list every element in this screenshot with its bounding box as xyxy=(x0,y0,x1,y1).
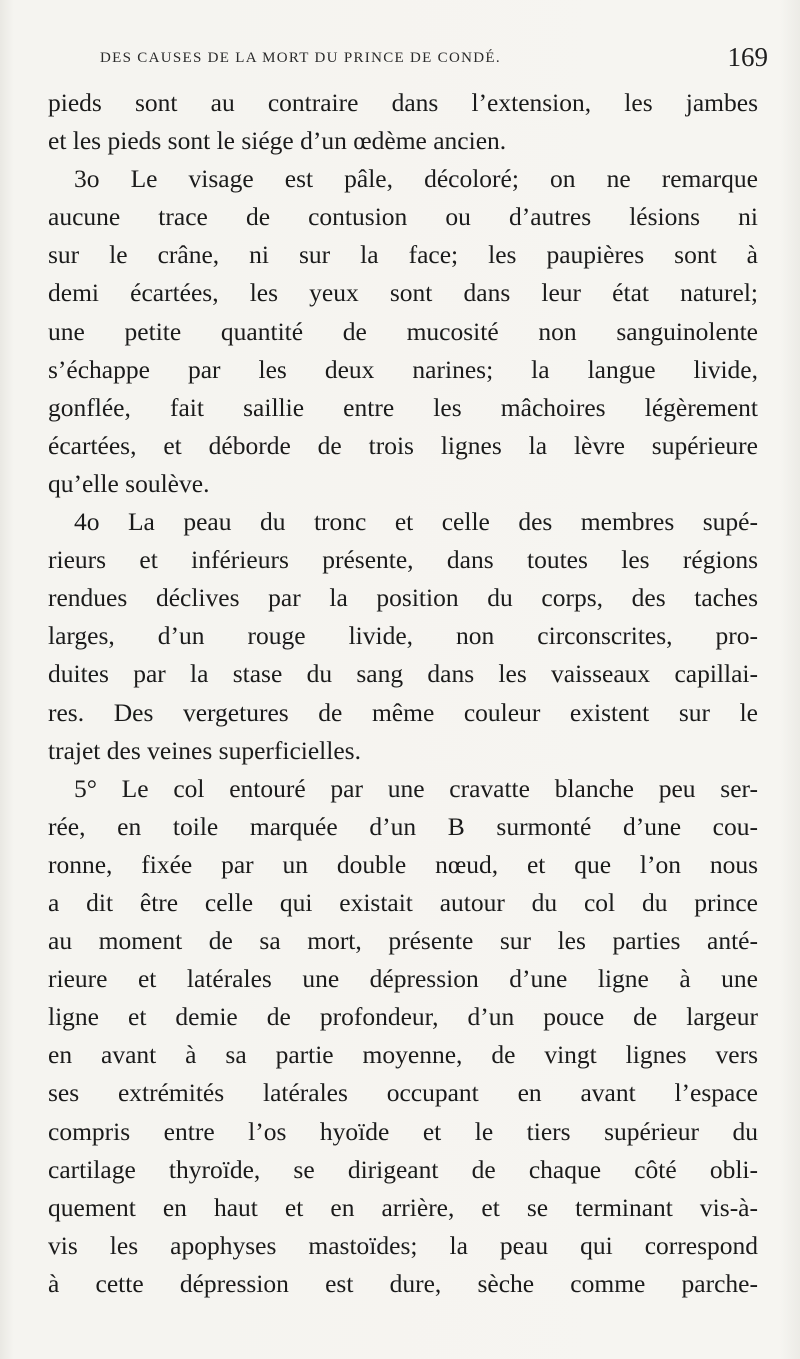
text-line: trajet des veines superficielles. xyxy=(48,735,361,765)
text-line: aucune trace de contusion ou d’autres lésions ni xyxy=(48,202,758,232)
text-line: larges, d’un rouge livide, non circonscrites, pro- xyxy=(48,621,758,651)
text-line: et les pieds sont le siége d’un œdème ancien. xyxy=(48,126,507,156)
text-line: une petite quantité de mucosité non sanguinolente xyxy=(48,316,758,346)
text-line: à cette dépression est dure, sèche comme parche- xyxy=(48,1268,758,1298)
text-line: rendues déclives par la position du corps, des taches xyxy=(48,583,758,613)
text-line: compris entre l’os hyoïde et le tiers supérieur du xyxy=(48,1116,758,1146)
text-line: duites par la stase du sang dans les vaisseaux capillai- xyxy=(48,659,758,689)
text-line: 4o La peau du tronc et celle des membres supé- xyxy=(74,507,758,537)
text-line: 3o Le visage est pâle, décoloré; on ne remarque xyxy=(74,164,758,194)
text-line: s’échappe par les deux narines; la langue livide, xyxy=(48,354,758,384)
text-line: vis les apophyses mastoïdes; la peau qui correspond xyxy=(48,1230,758,1260)
running-head: DES CAUSES DE LA MORT DU PRINCE DE CONDÉ. xyxy=(100,50,501,66)
text-line: ligne et demie de profondeur, d’un pouce de largeur xyxy=(48,1002,758,1032)
text-line: rieure et latérales une dépression d’une ligne à une xyxy=(48,964,758,994)
text-line: au moment de sa mort, présente sur les parties anté- xyxy=(48,926,758,956)
text-line: ses extrémités latérales occupant en avant l’espace xyxy=(48,1078,758,1108)
text-line: quement en haut et en arrière, et se terminant vis-à- xyxy=(48,1192,758,1222)
body-text xyxy=(48,84,758,1303)
text-line: ronne, fixée par un double nœud, et que l’on nous xyxy=(48,849,758,879)
text-line: rieurs et inférieurs présente, dans toutes les régions xyxy=(48,545,758,575)
text-line: gonflée, fait saillie entre les mâchoires légèrement xyxy=(48,392,758,422)
text-line: sur le crâne, ni sur la face; les paupières sont à xyxy=(48,240,758,270)
page-header xyxy=(100,42,768,78)
text-line: 5° Le col entouré par une cravatte blanche peu ser- xyxy=(74,773,758,803)
text-line: rée, en toile marquée d’un B surmonté d’une cou- xyxy=(48,811,758,841)
page-number: 169 xyxy=(727,42,768,72)
text-line: en avant à sa partie moyenne, de vingt lignes vers xyxy=(48,1040,758,1070)
text-line: écartées, et déborde de trois lignes la lèvre supérieure xyxy=(48,430,758,460)
text-line: pieds sont au contraire dans l’extension, les jambes xyxy=(48,88,758,117)
text-line: a dit être celle qui existait autour du col du prince xyxy=(48,887,758,917)
text-line: demi écartées, les yeux sont dans leur état naturel; xyxy=(48,278,758,308)
text-line: res. Des vergetures de même couleur existent sur le xyxy=(48,697,758,727)
text-line: cartilage thyroïde, se dirigeant de chaque côté obli- xyxy=(48,1154,758,1184)
text-line: qu’elle soulève. xyxy=(48,468,210,498)
